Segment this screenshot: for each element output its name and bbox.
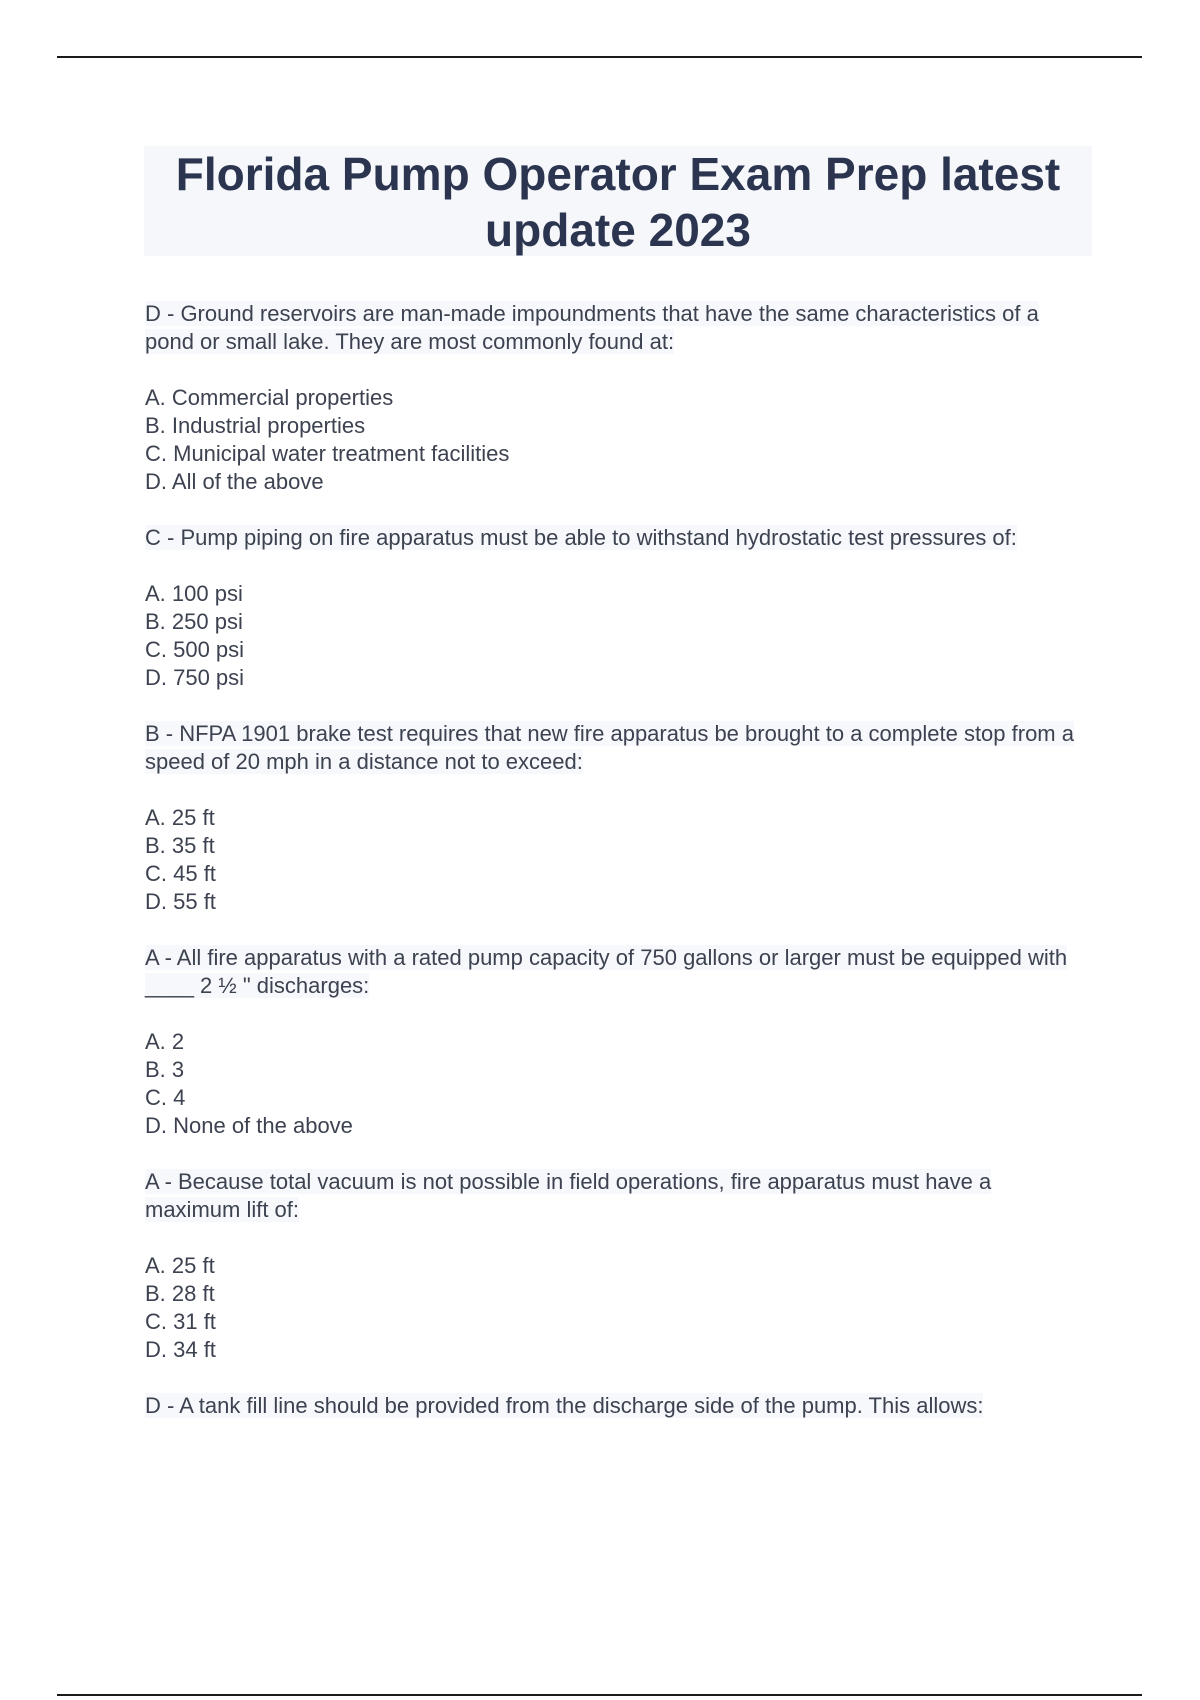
bottom-rule <box>57 1694 1142 1696</box>
question-text: A - All fire apparatus with a rated pump capacity of 750 gallons or larger must be equipped with ____ 2 ½ " discharges: <box>145 945 1068 998</box>
question-block <box>145 300 1085 496</box>
answer-options <box>145 580 1085 692</box>
answer-option: C. 500 psi <box>145 637 245 662</box>
question-block <box>145 524 1085 692</box>
answer-option: B. 250 psi <box>145 609 243 634</box>
document-title: Florida Pump Operator Exam Prep latest update 2023 <box>175 148 1061 256</box>
question-text: D - A tank fill line should be provided from the discharge side of the pump. This allows: <box>145 1393 984 1418</box>
answer-option: A. 25 ft <box>145 805 215 830</box>
question-text: D - Ground reservoirs are man-made impoundments that have the same characteristics of a pond or small lake. They are most commonly found at: <box>145 301 1039 354</box>
question-text: C - Pump piping on fire apparatus must be able to withstand hydrostatic test pressures of: <box>145 525 1017 550</box>
answer-option: B. 35 ft <box>145 833 215 858</box>
answer-option: C. 45 ft <box>145 861 216 886</box>
question-block <box>145 720 1085 916</box>
answer-option: A. 2 <box>145 1029 185 1054</box>
question-block <box>145 1168 1085 1364</box>
question-text: B - NFPA 1901 brake test requires that new fire apparatus be brought to a complete stop from a speed of 20 mph in a distance not to exceed: <box>145 721 1074 774</box>
answer-option: A. Commercial properties <box>145 385 394 410</box>
answer-option: D. 34 ft <box>145 1337 216 1362</box>
answer-option: B. 3 <box>145 1057 185 1082</box>
answer-option: C. 4 <box>145 1085 186 1110</box>
answer-option: A. 25 ft <box>145 1253 215 1278</box>
answer-option: B. Industrial properties <box>145 413 366 438</box>
answer-option: C. 31 ft <box>145 1309 216 1334</box>
question-block <box>145 1392 1085 1420</box>
answer-options <box>145 1252 1085 1364</box>
answer-option: D. 750 psi <box>145 665 245 690</box>
answer-options <box>145 804 1085 916</box>
top-rule <box>57 56 1142 58</box>
answer-option: B. 28 ft <box>145 1281 215 1306</box>
answer-option: D. None of the above <box>145 1113 353 1138</box>
question-block <box>145 944 1085 1140</box>
questions-list <box>145 300 1085 1448</box>
answer-option: D. 55 ft <box>145 889 216 914</box>
title-box <box>144 146 1092 256</box>
answer-option: A. 100 psi <box>145 581 243 606</box>
answer-options <box>145 1028 1085 1140</box>
question-text: A - Because total vacuum is not possible in field operations, fire apparatus must have a maximum lift of: <box>145 1169 992 1222</box>
answer-options <box>145 384 1085 496</box>
answer-option: C. Municipal water treatment facilities <box>145 441 510 466</box>
answer-option: D. All of the above <box>145 469 324 494</box>
